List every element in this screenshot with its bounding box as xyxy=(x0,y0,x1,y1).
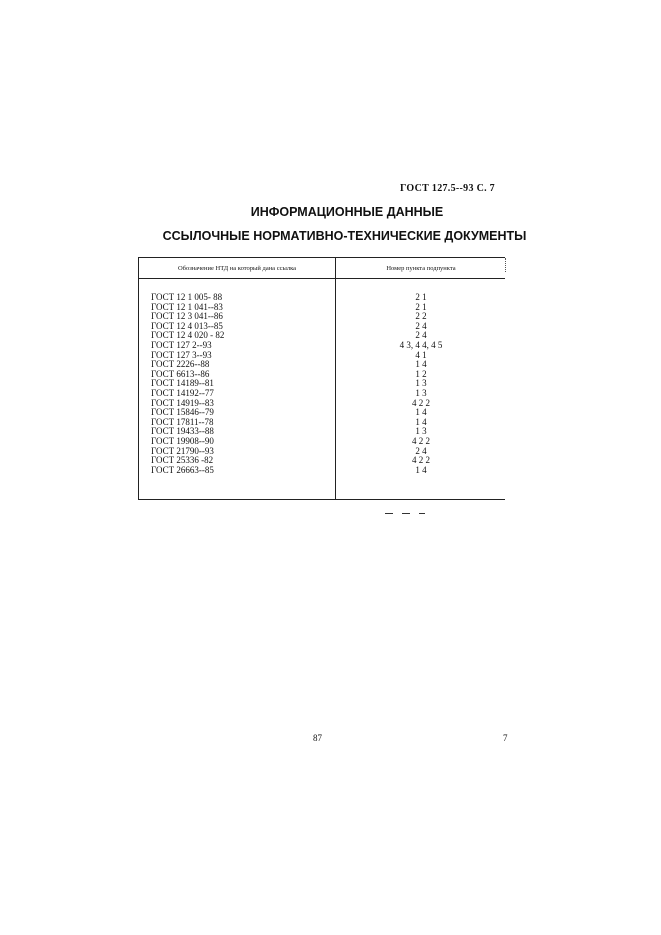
ntd-designation: ГОСТ 26663--85 xyxy=(151,464,214,475)
ntd-designation: ГОСТ 19908--90 xyxy=(151,435,214,446)
ntd-designation: ГОСТ 14189--81 xyxy=(151,378,214,389)
dash-mark xyxy=(385,513,393,514)
ntd-designation: ГОСТ 12 4 013--85 xyxy=(151,320,223,331)
column-header-designation: Обозначение НТД на который дана ссылка xyxy=(177,265,297,272)
page-number-right: 7 xyxy=(503,733,508,743)
page-number-center: 87 xyxy=(313,733,322,743)
clause-number: 1 4 xyxy=(415,407,427,418)
ntd-designation: ГОСТ 12 1 041--83 xyxy=(151,301,223,312)
clause-number: 1 3 xyxy=(415,378,427,389)
clause-number: 2 1 xyxy=(415,292,427,302)
ntd-designation: ГОСТ 12 4 020 - 82 xyxy=(151,330,225,341)
ntd-designation: ГОСТ 14919--83 xyxy=(151,397,214,408)
clause-number: 2 1 xyxy=(415,301,427,312)
ntd-designation: ГОСТ 14192--77 xyxy=(151,387,214,398)
dash-mark xyxy=(419,513,425,514)
table-body xyxy=(151,293,506,475)
clause-number: 1 3 xyxy=(415,387,427,398)
ntd-designation: ГОСТ 21790--93 xyxy=(151,445,214,456)
table-row xyxy=(151,466,506,476)
ntd-designation: ГОСТ 25336 -82 xyxy=(151,455,214,466)
clause-number: 2 4 xyxy=(415,330,427,341)
clause-number: 4 3, 4 4, 4 5 xyxy=(399,339,443,350)
clause-number: 4 2 2 xyxy=(412,455,430,466)
ntd-designation: ГОСТ 12 3 041--86 xyxy=(151,311,223,322)
header-rule xyxy=(139,278,505,279)
clause-number: 2 4 xyxy=(415,445,427,456)
ntd-designation: ГОСТ 6613--86 xyxy=(151,368,210,379)
ntd-designation: ГОСТ 127 3--93 xyxy=(151,349,212,360)
section-title: ССЫЛОЧНЫЕ НОРМАТИВНО-ТЕХНИЧЕСКИЕ ДОКУМЕНТЫ xyxy=(162,229,527,243)
ntd-designation: ГОСТ 2226--88 xyxy=(151,359,210,370)
clause-number: 4 1 xyxy=(415,349,427,360)
clause-number: 1 4 xyxy=(415,359,427,370)
dash-mark xyxy=(402,513,410,514)
standard-reference-header: ГОСТ 127.5--93 С. 7 xyxy=(400,183,495,194)
ntd-designation: ГОСТ 12 1 005- 88 xyxy=(151,292,223,302)
references-table xyxy=(138,257,505,500)
ntd-designation: ГОСТ 15846--79 xyxy=(151,407,214,418)
ntd-designation: ГОСТ 127 2--93 xyxy=(151,339,212,350)
clause-number: 2 2 xyxy=(415,311,427,322)
clause-number: 1 2 xyxy=(415,368,427,379)
column-header-clause: Номер пункта подпункта xyxy=(386,265,456,272)
clause-number: 1 3 xyxy=(415,426,427,437)
clause-number: 4 2 2 xyxy=(412,397,430,408)
clause-number: 4 2 2 xyxy=(412,435,430,446)
clause-number: 1 4 xyxy=(415,416,427,427)
clause-number: 2 4 xyxy=(415,320,427,331)
clause-number: 1 4 xyxy=(415,464,427,475)
main-title: ИНФОРМАЦИОННЫЕ ДАННЫЕ xyxy=(250,205,444,219)
ntd-designation: ГОСТ 19433--88 xyxy=(151,426,214,437)
ntd-designation: ГОСТ 17811--78 xyxy=(151,416,214,427)
